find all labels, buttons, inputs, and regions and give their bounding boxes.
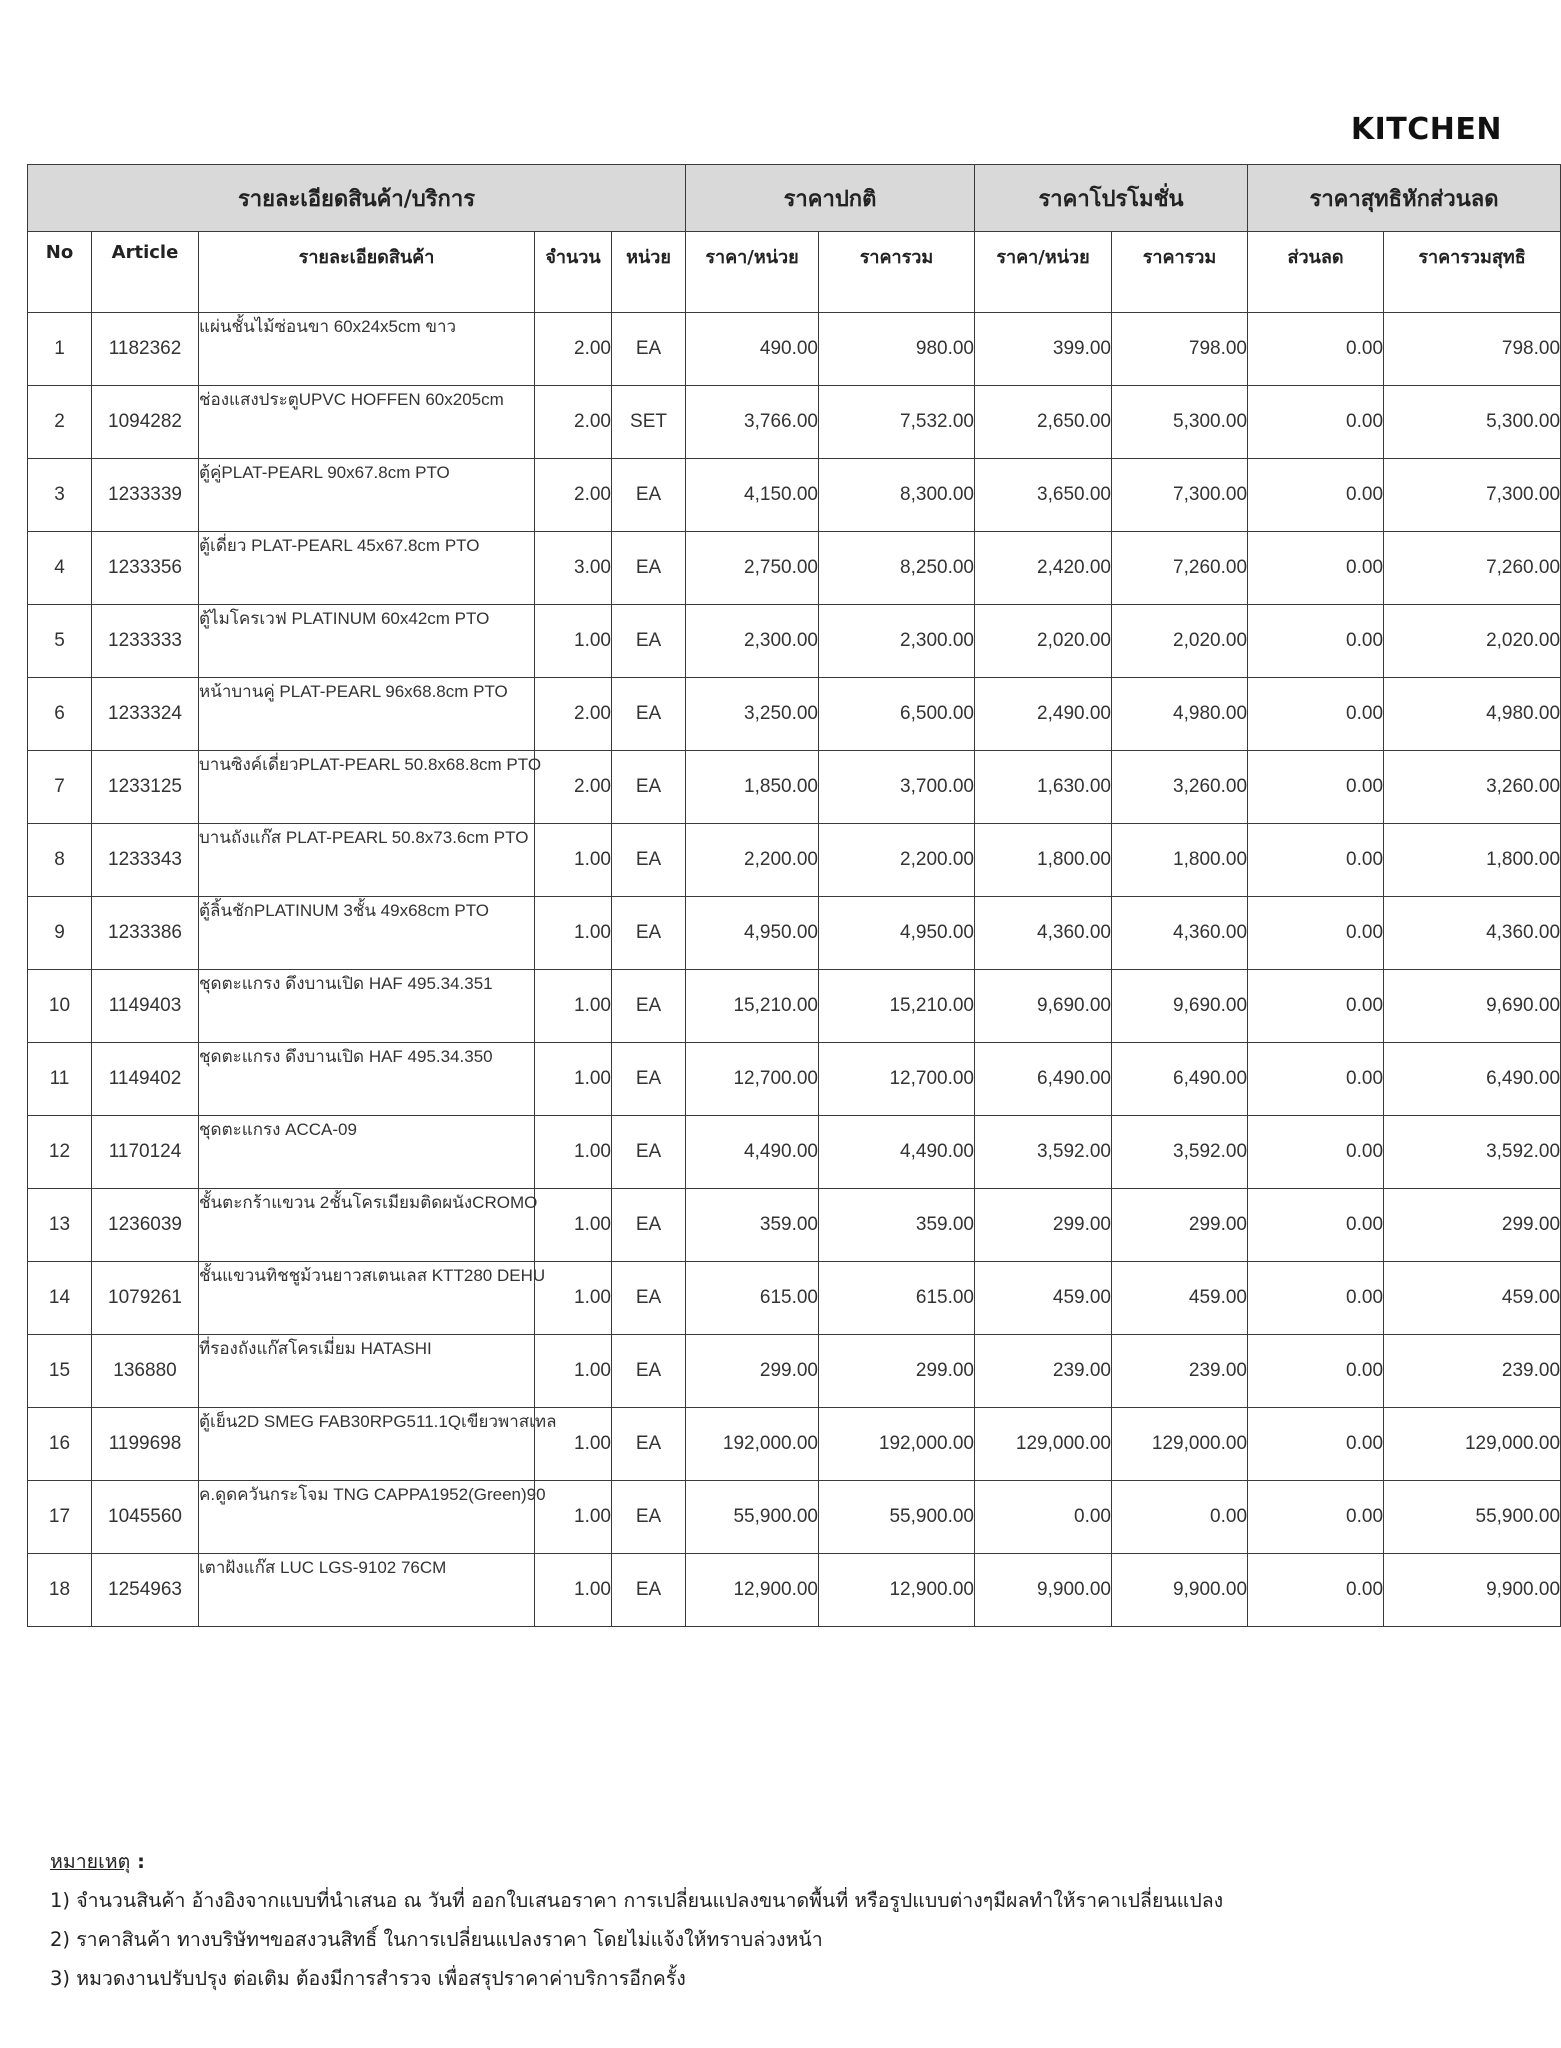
- cell-promo-unit-price: 3,650.00: [975, 459, 1112, 532]
- cell-quantity: 1.00: [535, 970, 612, 1043]
- col-header-promo-total: ราคารวม: [1112, 232, 1248, 313]
- cell-description: ตู้คู่PLAT-PEARL 90x67.8cm PTO: [199, 459, 535, 532]
- col-header-promo-unit-price: ราคา/หน่วย: [975, 232, 1112, 313]
- cell-description: ตู้เดี่ยว PLAT-PEARL 45x67.8cm PTO: [199, 532, 535, 605]
- cell-promo-unit-price: 9,690.00: [975, 970, 1112, 1043]
- cell-regular-total: 359.00: [819, 1189, 975, 1262]
- cell-regular-unit-price: 12,900.00: [686, 1554, 819, 1627]
- cell-regular-unit-price: 4,490.00: [686, 1116, 819, 1189]
- cell-no: 16: [28, 1408, 92, 1481]
- cell-unit: EA: [612, 313, 686, 386]
- cell-net-total: 239.00: [1384, 1335, 1561, 1408]
- cell-description: ชั้นตะกร้าแขวน 2ชั้นโครเมียมติดผนังCROMO: [199, 1189, 535, 1262]
- cell-promo-total: 2,020.00: [1112, 605, 1248, 678]
- cell-no: 1: [28, 313, 92, 386]
- cell-regular-total: 980.00: [819, 313, 975, 386]
- cell-discount: 0.00: [1248, 386, 1384, 459]
- table-body: [28, 313, 1561, 1627]
- cell-description: ชั้นแขวนทิชชูม้วนยาวสเตนเลส KTT280 DEHU: [199, 1262, 535, 1335]
- cell-net-total: 7,260.00: [1384, 532, 1561, 605]
- col-header-net-total: ราคารวมสุทธิ: [1384, 232, 1561, 313]
- cell-discount: 0.00: [1248, 459, 1384, 532]
- cell-net-total: 7,300.00: [1384, 459, 1561, 532]
- cell-discount: 0.00: [1248, 751, 1384, 824]
- cell-article: 1236039: [92, 1189, 199, 1262]
- cell-article: 1182362: [92, 313, 199, 386]
- table-row: [28, 459, 1561, 532]
- cell-description: บานซิงค์เดี่ยวPLAT-PEARL 50.8x68.8cm PTO: [199, 751, 535, 824]
- cell-net-total: 1,800.00: [1384, 824, 1561, 897]
- col-header-description: รายละเอียดสินค้า: [199, 232, 535, 313]
- cell-no: 4: [28, 532, 92, 605]
- cell-promo-unit-price: 2,420.00: [975, 532, 1112, 605]
- notes-heading: หมายเหตุ: [50, 1850, 131, 1873]
- cell-article: 1233125: [92, 751, 199, 824]
- cell-unit: EA: [612, 605, 686, 678]
- cell-description: หน้าบานคู่ PLAT-PEARL 96x68.8cm PTO: [199, 678, 535, 751]
- cell-quantity: 2.00: [535, 678, 612, 751]
- cell-discount: 0.00: [1248, 532, 1384, 605]
- table-row: [28, 678, 1561, 751]
- cell-discount: 0.00: [1248, 1043, 1384, 1116]
- cell-unit: EA: [612, 897, 686, 970]
- cell-description: ที่รองถังแก๊สโครเมี่ยม HATASHI: [199, 1335, 535, 1408]
- cell-quantity: 1.00: [535, 1189, 612, 1262]
- cell-unit: EA: [612, 1116, 686, 1189]
- cell-regular-unit-price: 4,150.00: [686, 459, 819, 532]
- cell-article: 1233339: [92, 459, 199, 532]
- cell-regular-total: 2,200.00: [819, 824, 975, 897]
- cell-article: 1045560: [92, 1481, 199, 1554]
- cell-unit: EA: [612, 824, 686, 897]
- cell-net-total: 459.00: [1384, 1262, 1561, 1335]
- cell-regular-total: 615.00: [819, 1262, 975, 1335]
- cell-regular-total: 15,210.00: [819, 970, 975, 1043]
- cell-promo-total: 6,490.00: [1112, 1043, 1248, 1116]
- group-header-regular-price: ราคาปกติ: [686, 165, 975, 232]
- note-item-2: 2) ราคาสินค้า ทางบริษัทฯขอสงวนสิทธิ์ ในการเปลี่ยนแปลงราคา โดยไม่แจ้งให้ทราบล่วงหน้า: [50, 1928, 823, 1951]
- cell-promo-unit-price: 1,800.00: [975, 824, 1112, 897]
- table-row: [28, 1043, 1561, 1116]
- col-header-quantity: จำนวน: [535, 232, 612, 313]
- cell-unit: EA: [612, 1481, 686, 1554]
- cell-article: 1170124: [92, 1116, 199, 1189]
- cell-promo-total: 798.00: [1112, 313, 1248, 386]
- cell-no: 10: [28, 970, 92, 1043]
- cell-promo-unit-price: 2,650.00: [975, 386, 1112, 459]
- cell-quantity: 1.00: [535, 897, 612, 970]
- cell-net-total: 4,360.00: [1384, 897, 1561, 970]
- cell-regular-total: 2,300.00: [819, 605, 975, 678]
- cell-promo-unit-price: 299.00: [975, 1189, 1112, 1262]
- cell-discount: 0.00: [1248, 1408, 1384, 1481]
- cell-discount: 0.00: [1248, 1116, 1384, 1189]
- cell-unit: EA: [612, 532, 686, 605]
- cell-no: 18: [28, 1554, 92, 1627]
- cell-article: 1199698: [92, 1408, 199, 1481]
- cell-promo-unit-price: 0.00: [975, 1481, 1112, 1554]
- cell-discount: 0.00: [1248, 313, 1384, 386]
- cell-net-total: 9,690.00: [1384, 970, 1561, 1043]
- cell-discount: 0.00: [1248, 1189, 1384, 1262]
- table-row: [28, 532, 1561, 605]
- table-row: [28, 313, 1561, 386]
- cell-discount: 0.00: [1248, 824, 1384, 897]
- cell-no: 14: [28, 1262, 92, 1335]
- cell-regular-total: 8,300.00: [819, 459, 975, 532]
- cell-unit: EA: [612, 1043, 686, 1116]
- cell-no: 13: [28, 1189, 92, 1262]
- cell-regular-unit-price: 3,250.00: [686, 678, 819, 751]
- cell-promo-total: 129,000.00: [1112, 1408, 1248, 1481]
- cell-article: 1079261: [92, 1262, 199, 1335]
- cell-net-total: 2,020.00: [1384, 605, 1561, 678]
- cell-quantity: 1.00: [535, 1116, 612, 1189]
- table-row: [28, 1335, 1561, 1408]
- cell-regular-unit-price: 15,210.00: [686, 970, 819, 1043]
- cell-net-total: 129,000.00: [1384, 1408, 1561, 1481]
- cell-no: 7: [28, 751, 92, 824]
- col-header-regular-total: ราคารวม: [819, 232, 975, 313]
- cell-discount: 0.00: [1248, 605, 1384, 678]
- cell-quantity: 1.00: [535, 605, 612, 678]
- cell-description: ค.ดูดควันกระโจม TNG CAPPA1952(Green)90: [199, 1481, 535, 1554]
- cell-net-total: 299.00: [1384, 1189, 1561, 1262]
- cell-quantity: 2.00: [535, 313, 612, 386]
- quotation-table: [27, 164, 1561, 1627]
- cell-regular-unit-price: 2,200.00: [686, 824, 819, 897]
- cell-promo-total: 1,800.00: [1112, 824, 1248, 897]
- cell-promo-unit-price: 1,630.00: [975, 751, 1112, 824]
- cell-article: 1233333: [92, 605, 199, 678]
- cell-regular-total: 192,000.00: [819, 1408, 975, 1481]
- cell-regular-unit-price: 55,900.00: [686, 1481, 819, 1554]
- cell-promo-unit-price: 2,020.00: [975, 605, 1112, 678]
- cell-net-total: 4,980.00: [1384, 678, 1561, 751]
- cell-description: ตู้ไมโครเวฟ PLATINUM 60x42cm PTO: [199, 605, 535, 678]
- cell-quantity: 1.00: [535, 1043, 612, 1116]
- cell-article: 1233343: [92, 824, 199, 897]
- cell-no: 3: [28, 459, 92, 532]
- cell-regular-unit-price: 192,000.00: [686, 1408, 819, 1481]
- cell-discount: 0.00: [1248, 897, 1384, 970]
- table-row: [28, 1116, 1561, 1189]
- cell-no: 12: [28, 1116, 92, 1189]
- cell-regular-unit-price: 359.00: [686, 1189, 819, 1262]
- cell-regular-total: 7,532.00: [819, 386, 975, 459]
- cell-regular-unit-price: 3,766.00: [686, 386, 819, 459]
- cell-promo-total: 459.00: [1112, 1262, 1248, 1335]
- cell-promo-unit-price: 3,592.00: [975, 1116, 1112, 1189]
- cell-promo-total: 4,360.00: [1112, 897, 1248, 970]
- table-row: [28, 751, 1561, 824]
- cell-article: 136880: [92, 1335, 199, 1408]
- cell-quantity: 2.00: [535, 751, 612, 824]
- cell-quantity: 3.00: [535, 532, 612, 605]
- cell-promo-total: 239.00: [1112, 1335, 1248, 1408]
- cell-promo-total: 3,260.00: [1112, 751, 1248, 824]
- cell-regular-total: 3,700.00: [819, 751, 975, 824]
- cell-promo-total: 4,980.00: [1112, 678, 1248, 751]
- page-title: KITCHEN: [1350, 112, 1502, 147]
- cell-regular-unit-price: 2,300.00: [686, 605, 819, 678]
- cell-article: 1094282: [92, 386, 199, 459]
- cell-net-total: 55,900.00: [1384, 1481, 1561, 1554]
- cell-promo-unit-price: 239.00: [975, 1335, 1112, 1408]
- cell-regular-total: 299.00: [819, 1335, 975, 1408]
- cell-no: 5: [28, 605, 92, 678]
- cell-promo-unit-price: 459.00: [975, 1262, 1112, 1335]
- cell-net-total: 3,260.00: [1384, 751, 1561, 824]
- cell-article: 1233324: [92, 678, 199, 751]
- cell-promo-total: 9,900.00: [1112, 1554, 1248, 1627]
- table-row: [28, 1262, 1561, 1335]
- cell-regular-unit-price: 299.00: [686, 1335, 819, 1408]
- cell-no: 11: [28, 1043, 92, 1116]
- cell-unit: SET: [612, 386, 686, 459]
- note-item-3: 3) หมวดงานปรับปรุง ต่อเติม ต้องมีการสำรวจ เพื่อสรุปราคาค่าบริการอีกครั้ง: [50, 1967, 686, 1990]
- cell-net-total: 5,300.00: [1384, 386, 1561, 459]
- cell-regular-unit-price: 12,700.00: [686, 1043, 819, 1116]
- cell-regular-unit-price: 490.00: [686, 313, 819, 386]
- cell-no: 8: [28, 824, 92, 897]
- cell-promo-unit-price: 399.00: [975, 313, 1112, 386]
- cell-no: 6: [28, 678, 92, 751]
- cell-unit: EA: [612, 678, 686, 751]
- table-row: [28, 605, 1561, 678]
- cell-quantity: 2.00: [535, 386, 612, 459]
- col-header-article: Article: [92, 232, 199, 313]
- cell-unit: EA: [612, 1262, 686, 1335]
- note-item-1: 1) จำนวนสินค้า อ้างอิงจากแบบที่นำเสนอ ณ วันที่ ออกใบเสนอราคา การเปลี่ยนแปลงขนาดพื้นที่ หรือรูปแบบต่างๆมีผลทำให้ราคาเปลี่ยนแปลง: [50, 1889, 1224, 1912]
- group-header-net-price: ราคาสุทธิหักส่วนลด: [1248, 165, 1561, 232]
- col-header-no: No: [28, 232, 92, 313]
- cell-regular-unit-price: 4,950.00: [686, 897, 819, 970]
- cell-article: 1254963: [92, 1554, 199, 1627]
- cell-regular-total: 4,950.00: [819, 897, 975, 970]
- cell-unit: EA: [612, 459, 686, 532]
- cell-article: 1149402: [92, 1043, 199, 1116]
- table-row: [28, 386, 1561, 459]
- cell-regular-unit-price: 615.00: [686, 1262, 819, 1335]
- cell-regular-unit-price: 2,750.00: [686, 532, 819, 605]
- cell-promo-unit-price: 6,490.00: [975, 1043, 1112, 1116]
- cell-unit: EA: [612, 751, 686, 824]
- group-header-product: รายละเอียดสินค้า/บริการ: [28, 165, 686, 232]
- table-row: [28, 970, 1561, 1043]
- cell-promo-total: 3,592.00: [1112, 1116, 1248, 1189]
- cell-description: ตู้เย็น2D SMEG FAB30RPG511.1Qเขียวพาสเทล: [199, 1408, 535, 1481]
- cell-regular-total: 8,250.00: [819, 532, 975, 605]
- cell-quantity: 1.00: [535, 1408, 612, 1481]
- cell-regular-total: 12,900.00: [819, 1554, 975, 1627]
- cell-net-total: 3,592.00: [1384, 1116, 1561, 1189]
- cell-discount: 0.00: [1248, 970, 1384, 1043]
- cell-unit: EA: [612, 1408, 686, 1481]
- table-row: [28, 1554, 1561, 1627]
- cell-description: แผ่นชั้นไม้ซ่อนขา 60x24x5cm ขาว: [199, 313, 535, 386]
- cell-promo-unit-price: 2,490.00: [975, 678, 1112, 751]
- cell-description: ชุดตะแกรง ACCA-09: [199, 1116, 535, 1189]
- cell-quantity: 2.00: [535, 459, 612, 532]
- col-header-unit: หน่วย: [612, 232, 686, 313]
- cell-description: ตู้ลิ้นชักPLATINUM 3ชั้น 49x68cm PTO: [199, 897, 535, 970]
- cell-net-total: 6,490.00: [1384, 1043, 1561, 1116]
- cell-regular-total: 6,500.00: [819, 678, 975, 751]
- table-row: [28, 1481, 1561, 1554]
- cell-quantity: 1.00: [535, 1481, 612, 1554]
- cell-discount: 0.00: [1248, 1262, 1384, 1335]
- cell-promo-unit-price: 4,360.00: [975, 897, 1112, 970]
- notes-heading-line: [50, 1842, 1223, 1881]
- col-header-discount: ส่วนลด: [1248, 232, 1384, 313]
- cell-article: 1233386: [92, 897, 199, 970]
- cell-description: ชุดตะแกรง ดึงบานเปิด HAF 495.34.350: [199, 1043, 535, 1116]
- group-header-promo-price: ราคาโปรโมชั่น: [975, 165, 1248, 232]
- cell-unit: EA: [612, 1189, 686, 1262]
- cell-promo-total: 5,300.00: [1112, 386, 1248, 459]
- cell-quantity: 1.00: [535, 824, 612, 897]
- cell-description: เตาฝังแก๊ส LUC LGS-9102 76CM: [199, 1554, 535, 1627]
- cell-no: 17: [28, 1481, 92, 1554]
- cell-promo-total: 7,300.00: [1112, 459, 1248, 532]
- cell-article: 1149403: [92, 970, 199, 1043]
- cell-promo-total: 7,260.00: [1112, 532, 1248, 605]
- cell-no: 2: [28, 386, 92, 459]
- cell-regular-unit-price: 1,850.00: [686, 751, 819, 824]
- cell-no: 15: [28, 1335, 92, 1408]
- cell-unit: EA: [612, 1335, 686, 1408]
- cell-discount: 0.00: [1248, 1554, 1384, 1627]
- cell-description: ช่องแสงประตูUPVC HOFFEN 60x205cm: [199, 386, 535, 459]
- cell-net-total: 798.00: [1384, 313, 1561, 386]
- col-header-regular-unit-price: ราคา/หน่วย: [686, 232, 819, 313]
- cell-description: บานถังแก๊ส PLAT-PEARL 50.8x73.6cm PTO: [199, 824, 535, 897]
- cell-promo-total: 299.00: [1112, 1189, 1248, 1262]
- group-header-row: [28, 165, 1561, 232]
- notes-section: [50, 1842, 1223, 1998]
- cell-no: 9: [28, 897, 92, 970]
- cell-promo-total: 0.00: [1112, 1481, 1248, 1554]
- table-row: [28, 897, 1561, 970]
- table-row: [28, 1408, 1561, 1481]
- cell-promo-unit-price: 9,900.00: [975, 1554, 1112, 1627]
- cell-quantity: 1.00: [535, 1554, 612, 1627]
- cell-discount: 0.00: [1248, 1481, 1384, 1554]
- cell-unit: EA: [612, 970, 686, 1043]
- cell-promo-unit-price: 129,000.00: [975, 1408, 1112, 1481]
- cell-unit: EA: [612, 1554, 686, 1627]
- cell-discount: 0.00: [1248, 678, 1384, 751]
- cell-discount: 0.00: [1248, 1335, 1384, 1408]
- cell-regular-total: 4,490.00: [819, 1116, 975, 1189]
- cell-regular-total: 55,900.00: [819, 1481, 975, 1554]
- table-row: [28, 824, 1561, 897]
- cell-promo-total: 9,690.00: [1112, 970, 1248, 1043]
- notes-heading-colon: :: [130, 1850, 145, 1873]
- cell-regular-total: 12,700.00: [819, 1043, 975, 1116]
- column-header-row: [28, 232, 1561, 313]
- cell-description: ชุดตะแกรง ดึงบานเปิด HAF 495.34.351: [199, 970, 535, 1043]
- cell-article: 1233356: [92, 532, 199, 605]
- cell-quantity: 1.00: [535, 1262, 612, 1335]
- cell-net-total: 9,900.00: [1384, 1554, 1561, 1627]
- table-row: [28, 1189, 1561, 1262]
- cell-quantity: 1.00: [535, 1335, 612, 1408]
